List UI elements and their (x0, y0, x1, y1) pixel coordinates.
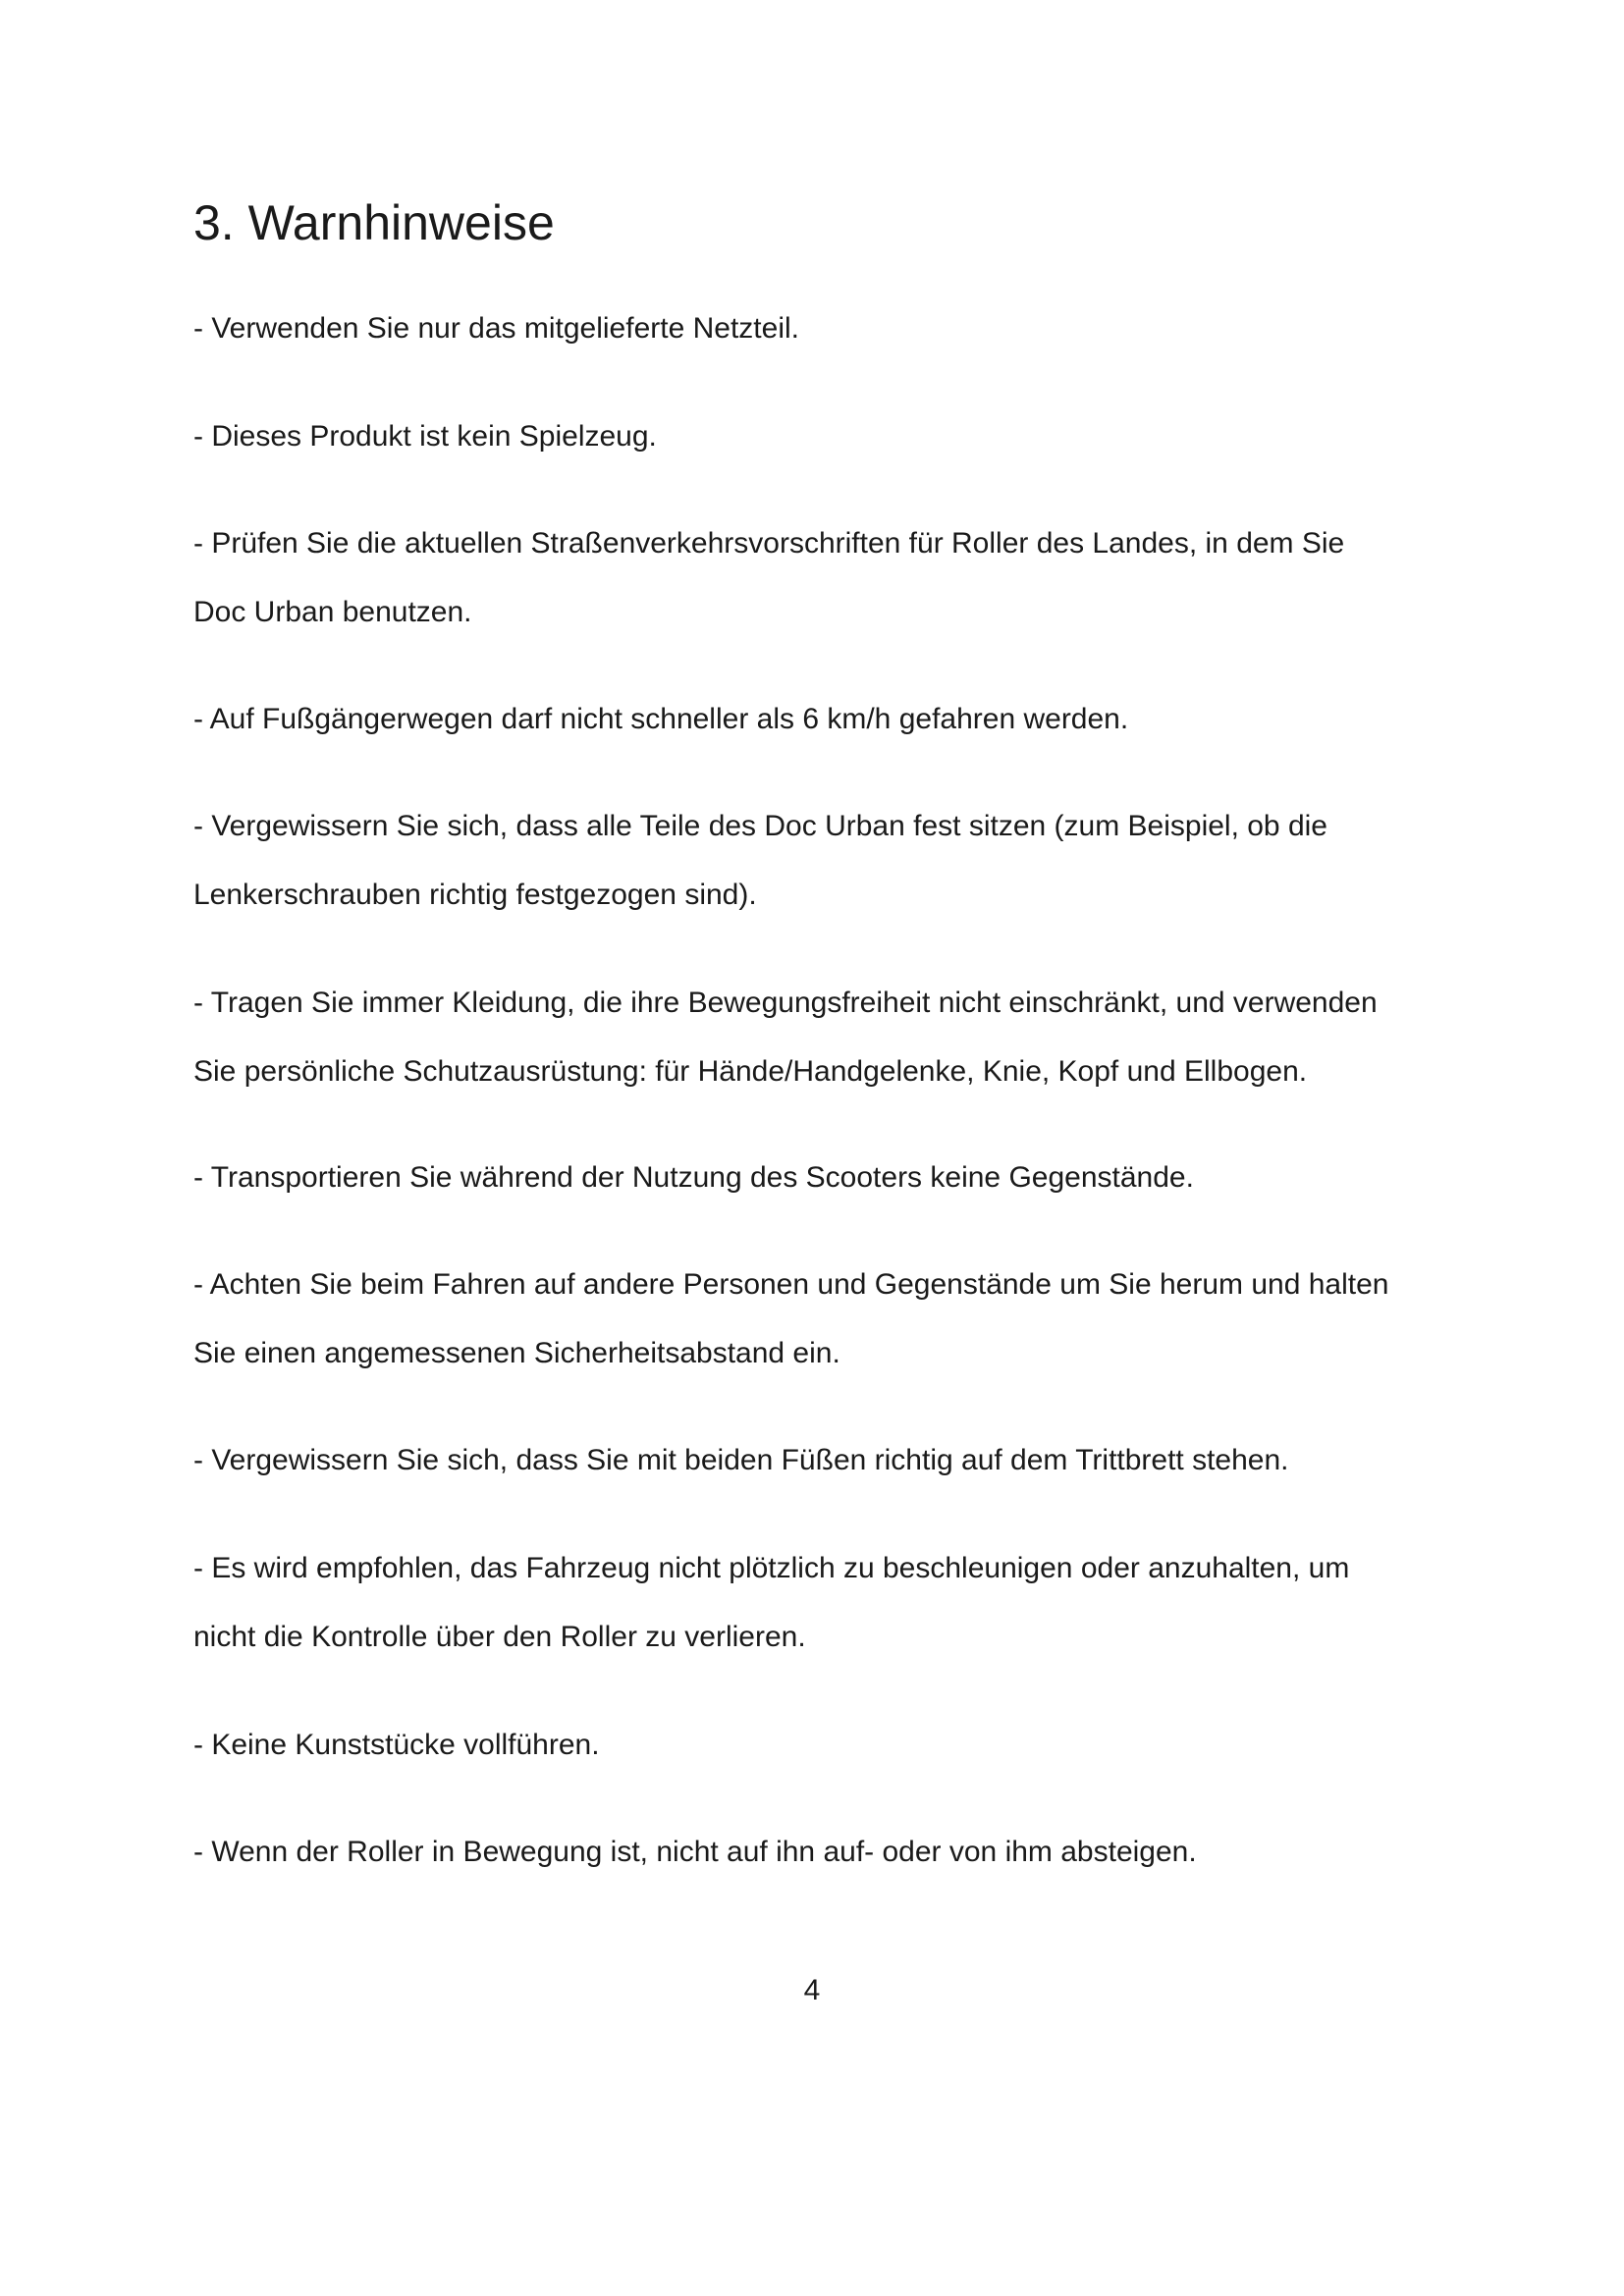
warning-item: - Achten Sie beim Fahren auf andere Personen und Gegenstände um Sie herum und halten Sie einen angemessenen Sicherheitsabstand ein. (193, 1268, 1389, 1369)
warning-item: - Dieses Produkt ist kein Spielzeug. (193, 420, 657, 453)
warning-item: - Auf Fußgängerwegen darf nicht schneller als 6 km/h gefahren werden. (193, 703, 1129, 735)
warning-item: - Wenn der Roller in Bewegung ist, nicht auf ihn auf- oder von ihm absteigen. (193, 1836, 1197, 1868)
warning-item: - Prüfen Sie die aktuellen Straßenverkehrsvorschriften für Roller des Landes, in dem Sie Doc Urban benutzen. (193, 527, 1345, 628)
warning-item: - Vergewissern Sie sich, dass alle Teile des Doc Urban fest sitzen (zum Beispiel, ob die Lenkerschrauben richtig festgezogen sind). (193, 810, 1327, 911)
warning-item: - Keine Kunststücke vollführen. (193, 1729, 600, 1761)
warning-item: - Verwenden Sie nur das mitgelieferte Netzteil. (193, 312, 799, 345)
section-title: 3. Warnhinweise (193, 195, 555, 250)
warning-item: - Es wird empfohlen, das Fahrzeug nicht plötzlich zu beschleunigen oder anzuhalten, um nicht die Kontrolle über den Roller zu verlieren. (193, 1552, 1350, 1653)
warning-item: - Tragen Sie immer Kleidung, die ihre Bewegungsfreiheit nicht einschränkt, und verwenden Sie persönliche Schutzausrüstung: für Hände/Handgelenke, Knie, Kopf und Ellbogen. (193, 987, 1378, 1088)
page-number: 4 (803, 1974, 821, 2006)
warning-item: - Vergewissern Sie sich, dass Sie mit beiden Füßen richtig auf dem Trittbrett stehen. (193, 1444, 1289, 1476)
warning-item: - Transportieren Sie während der Nutzung des Scooters keine Gegenstände. (193, 1161, 1194, 1194)
